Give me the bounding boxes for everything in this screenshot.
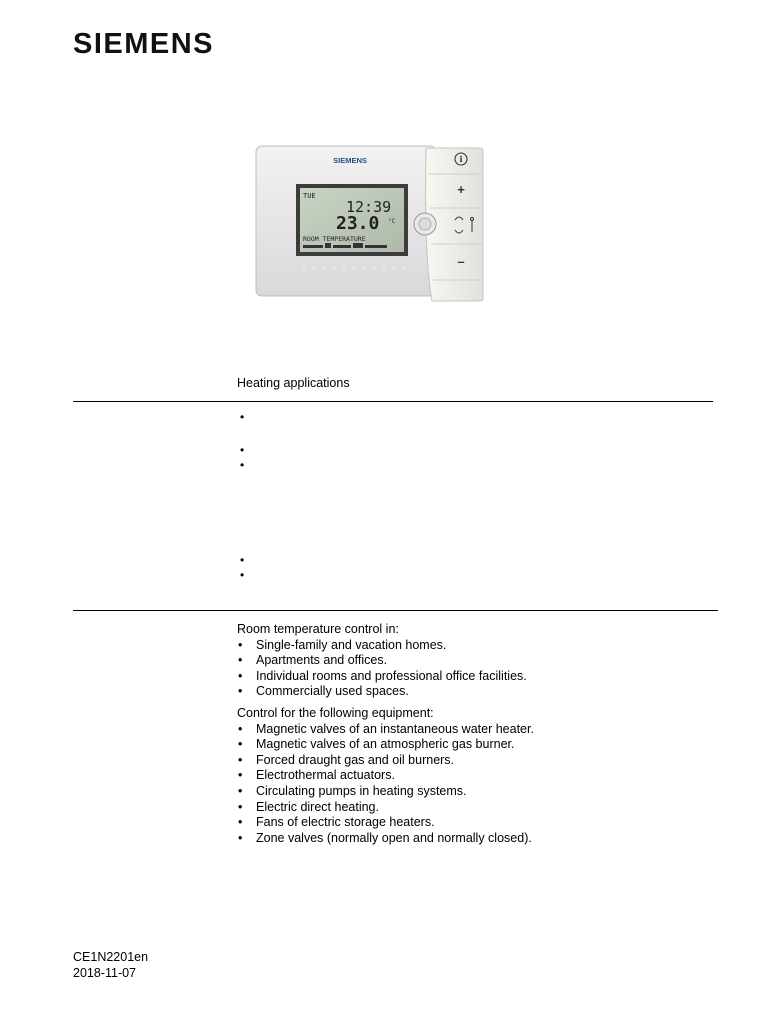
lcd-unit: °C	[388, 218, 396, 225]
lcd-day: TUE	[303, 192, 316, 200]
thermostat-illustration	[254, 140, 486, 302]
list-item: • Forced draught gas and oil burners.	[237, 753, 707, 769]
list-item: • Commercially used spaces.	[237, 684, 707, 700]
thermostat-product-image	[254, 140, 486, 302]
list-item: • Single-family and vacation homes.	[237, 638, 707, 654]
plus-button[interactable]: +	[457, 182, 465, 197]
minus-button[interactable]: –	[457, 254, 465, 269]
document-date: 2018-11-07	[73, 965, 137, 980]
applications-content	[237, 622, 707, 846]
buildings-list	[237, 638, 707, 700]
list-item: • Apartments and offices.	[237, 653, 707, 669]
divider-middle	[73, 610, 718, 611]
document-footer	[73, 950, 148, 981]
list-item: • Electrothermal actuators.	[237, 768, 707, 784]
document-id: CE1N2201en	[73, 950, 149, 964]
list-item: • Zone valves (normally open and normally closed).	[237, 831, 707, 847]
list-item: • Individual rooms and professional office facilities.	[237, 669, 707, 685]
equipment-list	[237, 722, 707, 847]
bullet-marker: •	[240, 410, 245, 424]
info-button-label: i	[459, 154, 463, 164]
equipment-intro-text: Control for the following equipment:	[237, 705, 434, 720]
list-item: • Magnetic valves of an instantaneous water heater.	[237, 722, 707, 738]
list-item: • Magnetic valves of an atmospheric gas burner.	[237, 737, 707, 753]
list-item: • Fans of electric storage heaters.	[237, 815, 707, 831]
section-title: Heating applications	[237, 376, 350, 390]
bullet-marker: •	[240, 443, 245, 457]
divider-top	[73, 401, 713, 402]
siemens-logo: SIEMENS	[73, 28, 215, 60]
bullet-marker: •	[240, 553, 245, 567]
device-brand: SIEMENS	[333, 156, 367, 165]
lcd-temperature: 23.0	[336, 213, 380, 234]
lcd-time: 12:39	[346, 198, 392, 216]
bullet-marker: •	[240, 568, 245, 582]
bullet-marker: •	[240, 458, 245, 472]
list-item: • Electric direct heating.	[237, 800, 707, 816]
list-item: • Circulating pumps in heating systems.	[237, 784, 707, 800]
intro-text: Room temperature control in:	[237, 622, 399, 636]
lcd-label: ROOM TEMPERATURE	[303, 235, 366, 243]
